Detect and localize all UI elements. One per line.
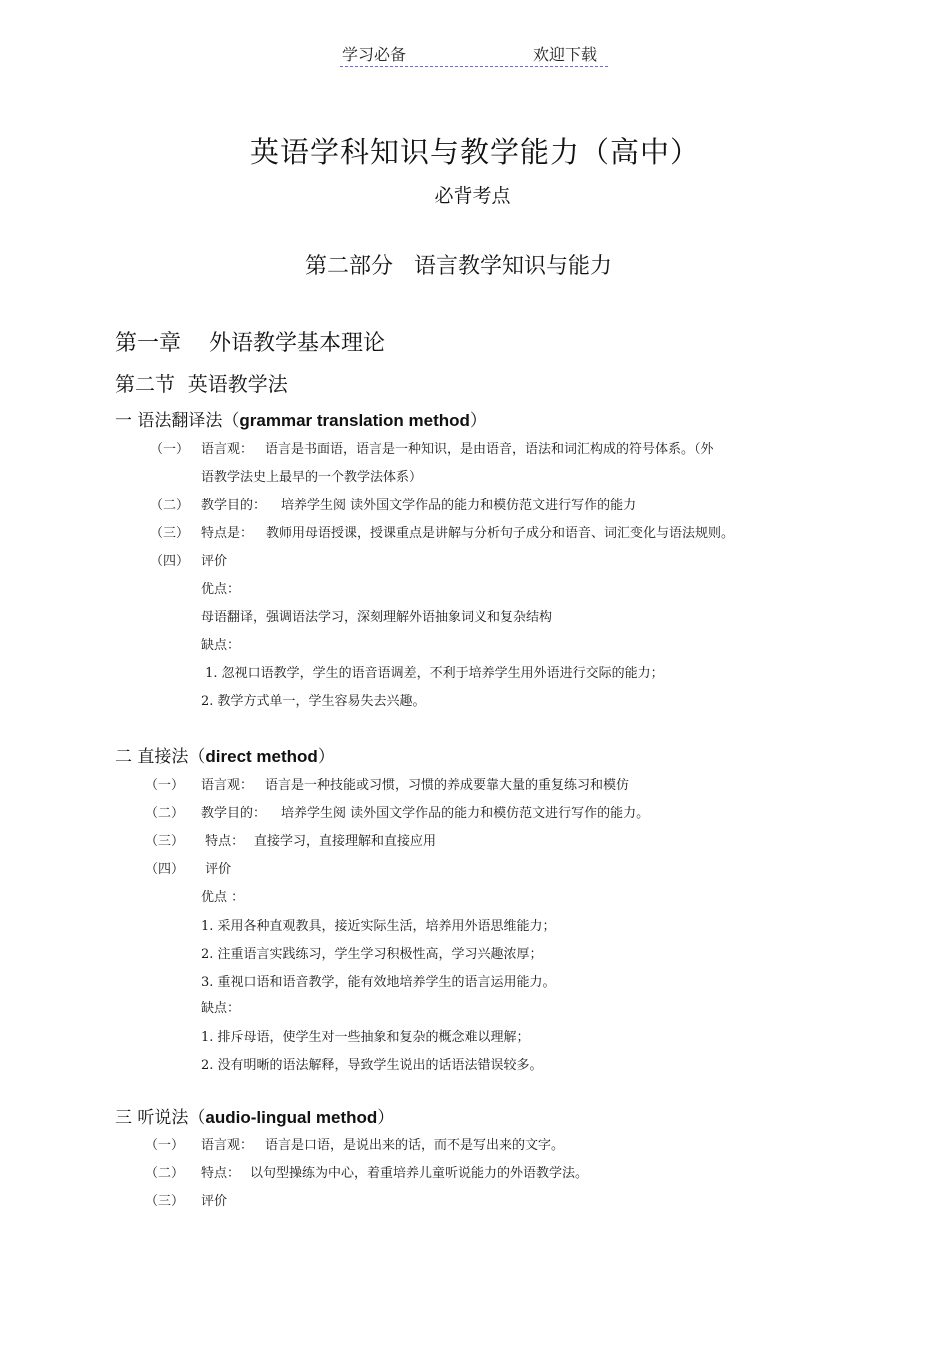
item-number: （三） [150, 526, 190, 541]
method-heading-cn: 三 听说法（ [115, 1108, 206, 1128]
eval-line: 优点 ： [201, 890, 245, 905]
item-label: 评价 [201, 1194, 228, 1209]
method-heading [115, 1103, 394, 1128]
header-left-text: 学习必备 [342, 45, 407, 64]
item-label: 评价 [201, 862, 232, 877]
eval-line: 2. 教学方式单一，学生容易失去兴趣。 [201, 694, 426, 709]
item-text: 语言是口语，是说出来的话，而不是写出来的文字。 [265, 1138, 565, 1153]
item-number: （二） [150, 498, 190, 513]
document-subtitle: 必背考点 [434, 185, 511, 207]
item-text: 培养学生阅 读外国文学作品的能力和模仿范文进行写作的能力。 [281, 806, 650, 821]
section-heading: 第二节 英语教学法 [115, 372, 288, 396]
item-text-continued: 语教学法史上最早的一个教学法体系） [201, 470, 423, 485]
item-number: （一） [150, 442, 190, 457]
eval-line: 3. 重视口语和语音教学，能有效地培养学生的语言运用能力。 [201, 975, 556, 990]
item-text: 语言是书面语，语言是一种知识，是由语音，语法和词汇构成的符号体系。（外 [265, 442, 714, 457]
item-number: （一） [145, 778, 185, 793]
eval-line: 1. 排斥母语，使学生对一些抽象和复杂的概念难以理解； [201, 1030, 530, 1045]
header-right-text: 欢迎下载 [533, 45, 598, 64]
item-label: 特点是： [201, 526, 254, 541]
item-number: （三） [145, 1194, 185, 1209]
method-heading-close: ） [469, 411, 487, 431]
eval-line: 1. 忽视口语教学，学生的语音语调差，不利于培养学生用外语进行交际的能力； [201, 666, 664, 681]
method-heading-close: ） [377, 1108, 395, 1128]
item-text: 教师用母语授课，授课重点是讲解与分析句子成分和语音、词汇变化与语法规则。 [266, 526, 735, 541]
item-text: 培养学生阅 读外国文学作品的能力和模仿范文进行写作的能力 [281, 498, 637, 513]
item-number: （二） [145, 806, 185, 821]
item-number: （二） [145, 1166, 185, 1181]
eval-line: 母语翻译，强调语法学习，深刻理解外语抽象词义和复杂结构 [201, 610, 553, 625]
item-number: （一） [145, 1138, 185, 1153]
item-label: 评价 [201, 554, 228, 569]
eval-line: 2. 没有明晰的语法解释，导致学生说出的话语法错误较多。 [201, 1058, 543, 1073]
item-label: 特点： [201, 834, 245, 849]
method-heading [115, 406, 487, 431]
method-heading-cn: 二 直接法（ [115, 747, 206, 767]
item-number: （四） [150, 554, 190, 569]
chapter-heading: 第一章 外语教学基本理论 [115, 331, 385, 356]
item-text: 直接学习，直接理解和直接应用 [254, 834, 437, 849]
item-number: （四） [145, 862, 185, 877]
part-heading: 第二部分 语言教学知识与能力 [305, 254, 612, 279]
item-label: 教学目的： [201, 498, 267, 513]
item-label: 语言观： [201, 1138, 254, 1153]
item-label: 特点： [201, 1166, 241, 1181]
method-heading-close: ） [317, 747, 335, 767]
eval-line: 缺点： [201, 1001, 241, 1016]
document-title: 英语学科知识与教学能力（高中） [249, 135, 700, 169]
method-heading [115, 742, 335, 767]
item-label: 语言观： [201, 778, 254, 793]
eval-line: 1. 采用各种直观教具，接近实际生活，培养用外语思维能力； [201, 919, 556, 934]
method-heading-en: audio-lingual method [205, 1108, 378, 1127]
item-label: 语言观： [201, 442, 254, 457]
item-label: 教学目的： [201, 806, 267, 821]
item-text: 语言是一种技能或习惯，习惯的养成要靠大量的重复练习和模仿 [265, 778, 630, 793]
eval-line: 缺点： [201, 638, 241, 653]
method-heading-cn: 一 语法翻译法（ [115, 411, 240, 431]
eval-line: 2. 注重语言实践练习，学生学习积极性高，学习兴趣浓厚； [201, 947, 543, 962]
page-header [340, 40, 608, 67]
item-text: 以句型操练为中心，着重培养儿童听说能力的外语教学法。 [250, 1166, 589, 1181]
method-heading-en: grammar translation method [239, 411, 470, 430]
item-number: （三） [145, 834, 185, 849]
eval-line: 优点： [201, 582, 241, 597]
method-heading-en: direct method [205, 747, 318, 766]
